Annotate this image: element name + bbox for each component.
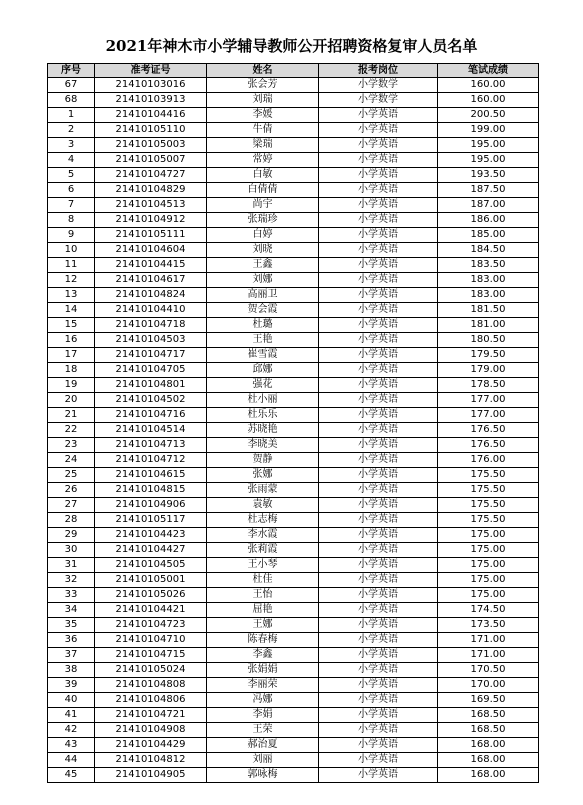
- cell-index: 6: [48, 183, 95, 198]
- cell-score: 170.50: [438, 663, 539, 678]
- cell-position: 小学英语: [319, 198, 438, 213]
- table-row: [48, 423, 539, 438]
- cell-exam-id: 21410103913: [95, 93, 207, 108]
- cell-score: 160.00: [438, 78, 539, 93]
- cell-exam-id: 21410104505: [95, 558, 207, 573]
- cell-name: 张瑞珍: [207, 213, 319, 228]
- table-row: [48, 108, 539, 123]
- cell-score: 180.50: [438, 333, 539, 348]
- cell-position: 小学英语: [319, 438, 438, 453]
- cell-index: 9: [48, 228, 95, 243]
- cell-position: 小学英语: [319, 573, 438, 588]
- cell-score: 173.50: [438, 618, 539, 633]
- table-row: [48, 483, 539, 498]
- table-row: [48, 723, 539, 738]
- cell-exam-id: 21410104912: [95, 213, 207, 228]
- cell-position: 小学英语: [319, 648, 438, 663]
- cell-score: 175.00: [438, 543, 539, 558]
- cell-index: 26: [48, 483, 95, 498]
- table-row: [48, 543, 539, 558]
- cell-exam-id: 21410104815: [95, 483, 207, 498]
- cell-name: 李鑫: [207, 648, 319, 663]
- cell-exam-id: 21410105117: [95, 513, 207, 528]
- cell-score: 184.50: [438, 243, 539, 258]
- cell-position: 小学英语: [319, 738, 438, 753]
- cell-position: 小学英语: [319, 123, 438, 138]
- table-row: [48, 213, 539, 228]
- column-header-exam-id: 准考证号: [95, 64, 207, 78]
- cell-name: 冯娜: [207, 693, 319, 708]
- cell-name: 郭咏梅: [207, 768, 319, 783]
- cell-exam-id: 21410105007: [95, 153, 207, 168]
- cell-index: 7: [48, 198, 95, 213]
- cell-position: 小学英语: [319, 348, 438, 363]
- cell-position: 小学英语: [319, 588, 438, 603]
- cell-position: 小学英语: [319, 258, 438, 273]
- cell-score: 195.00: [438, 153, 539, 168]
- cell-position: 小学英语: [319, 213, 438, 228]
- cell-position: 小学英语: [319, 753, 438, 768]
- cell-exam-id: 21410104710: [95, 633, 207, 648]
- cell-score: 193.50: [438, 168, 539, 183]
- cell-exam-id: 21410103016: [95, 78, 207, 93]
- cell-name: 杜佳: [207, 573, 319, 588]
- cell-score: 176.50: [438, 438, 539, 453]
- cell-name: 郝治夏: [207, 738, 319, 753]
- cell-score: 186.00: [438, 213, 539, 228]
- table-row: [48, 453, 539, 468]
- cell-exam-id: 21410104718: [95, 318, 207, 333]
- cell-index: 14: [48, 303, 95, 318]
- table-row: [48, 363, 539, 378]
- cell-exam-id: 21410104503: [95, 333, 207, 348]
- cell-score: 183.00: [438, 273, 539, 288]
- cell-exam-id: 21410104415: [95, 258, 207, 273]
- table-body: [48, 78, 539, 783]
- cell-name: 崔雪霞: [207, 348, 319, 363]
- cell-name: 王怡: [207, 588, 319, 603]
- cell-name: 刘娜: [207, 273, 319, 288]
- cell-index: 68: [48, 93, 95, 108]
- table-row: [48, 738, 539, 753]
- cell-name: 邱娜: [207, 363, 319, 378]
- table-header-row: [48, 64, 539, 78]
- table-row: [48, 123, 539, 138]
- cell-score: 176.50: [438, 423, 539, 438]
- cell-position: 小学英语: [319, 723, 438, 738]
- cell-score: 171.00: [438, 633, 539, 648]
- cell-name: 王艳: [207, 333, 319, 348]
- cell-index: 39: [48, 678, 95, 693]
- cell-score: 177.00: [438, 393, 539, 408]
- cell-score: 175.50: [438, 483, 539, 498]
- table-row: [48, 393, 539, 408]
- cell-score: 183.50: [438, 258, 539, 273]
- table-row: [48, 153, 539, 168]
- cell-score: 176.00: [438, 453, 539, 468]
- cell-index: 33: [48, 588, 95, 603]
- table-row: [48, 78, 539, 93]
- cell-score: 181.00: [438, 318, 539, 333]
- table-row: [48, 468, 539, 483]
- cell-exam-id: 21410104824: [95, 288, 207, 303]
- cell-index: 11: [48, 258, 95, 273]
- cell-name: 杜璐: [207, 318, 319, 333]
- cell-position: 小学英语: [319, 138, 438, 153]
- cell-exam-id: 21410104721: [95, 708, 207, 723]
- cell-name: 张娟娟: [207, 663, 319, 678]
- cell-exam-id: 21410105001: [95, 573, 207, 588]
- cell-score: 175.50: [438, 498, 539, 513]
- cell-exam-id: 21410104812: [95, 753, 207, 768]
- cell-exam-id: 21410104514: [95, 423, 207, 438]
- cell-exam-id: 21410105003: [95, 138, 207, 153]
- table-row: [48, 258, 539, 273]
- cell-position: 小学英语: [319, 603, 438, 618]
- table-row: [48, 288, 539, 303]
- cell-exam-id: 21410105111: [95, 228, 207, 243]
- table-row: [48, 708, 539, 723]
- cell-position: 小学英语: [319, 453, 438, 468]
- cell-index: 15: [48, 318, 95, 333]
- column-header-index: 序号: [48, 64, 95, 78]
- cell-index: 25: [48, 468, 95, 483]
- cell-position: 小学英语: [319, 708, 438, 723]
- cell-index: 43: [48, 738, 95, 753]
- cell-score: 199.00: [438, 123, 539, 138]
- cell-score: 160.00: [438, 93, 539, 108]
- cell-exam-id: 21410104421: [95, 603, 207, 618]
- cell-name: 白婷: [207, 228, 319, 243]
- cell-name: 白倩倩: [207, 183, 319, 198]
- cell-index: 5: [48, 168, 95, 183]
- cell-index: 20: [48, 393, 95, 408]
- cell-exam-id: 21410104713: [95, 438, 207, 453]
- cell-exam-id: 21410104829: [95, 183, 207, 198]
- cell-position: 小学英语: [319, 168, 438, 183]
- cell-exam-id: 21410105110: [95, 123, 207, 138]
- table-row: [48, 168, 539, 183]
- cell-index: 17: [48, 348, 95, 363]
- cell-index: 2: [48, 123, 95, 138]
- cell-index: 28: [48, 513, 95, 528]
- cell-name: 高丽卫: [207, 288, 319, 303]
- cell-exam-id: 21410104615: [95, 468, 207, 483]
- cell-score: 168.50: [438, 723, 539, 738]
- candidate-table: [47, 63, 539, 783]
- table-row: [48, 603, 539, 618]
- cell-index: 10: [48, 243, 95, 258]
- cell-name: 白敏: [207, 168, 319, 183]
- cell-name: 贺会霞: [207, 303, 319, 318]
- table-row: [48, 588, 539, 603]
- cell-score: 168.00: [438, 753, 539, 768]
- cell-position: 小学英语: [319, 393, 438, 408]
- cell-position: 小学英语: [319, 513, 438, 528]
- cell-position: 小学英语: [319, 498, 438, 513]
- table-row: [48, 138, 539, 153]
- cell-name: 李丽荣: [207, 678, 319, 693]
- cell-score: 168.00: [438, 738, 539, 753]
- table-row: [48, 438, 539, 453]
- cell-score: 177.00: [438, 408, 539, 423]
- cell-position: 小学英语: [319, 153, 438, 168]
- cell-index: 21: [48, 408, 95, 423]
- cell-score: 168.50: [438, 708, 539, 723]
- cell-position: 小学数学: [319, 93, 438, 108]
- cell-score: 181.50: [438, 303, 539, 318]
- cell-name: 袁敏: [207, 498, 319, 513]
- cell-index: 37: [48, 648, 95, 663]
- table-row: [48, 198, 539, 213]
- cell-index: 42: [48, 723, 95, 738]
- cell-name: 王娜: [207, 618, 319, 633]
- table-row: [48, 273, 539, 288]
- cell-exam-id: 21410104604: [95, 243, 207, 258]
- cell-position: 小学英语: [319, 768, 438, 783]
- cell-name: 王鑫: [207, 258, 319, 273]
- cell-score: 195.00: [438, 138, 539, 153]
- cell-position: 小学英语: [319, 378, 438, 393]
- cell-index: 35: [48, 618, 95, 633]
- cell-index: 16: [48, 333, 95, 348]
- cell-name: 尚宇: [207, 198, 319, 213]
- cell-name: 张雨蒙: [207, 483, 319, 498]
- cell-exam-id: 21410104723: [95, 618, 207, 633]
- table-row: [48, 678, 539, 693]
- cell-name: 梁瑞: [207, 138, 319, 153]
- cell-name: 杜乐乐: [207, 408, 319, 423]
- cell-exam-id: 21410104808: [95, 678, 207, 693]
- cell-index: 29: [48, 528, 95, 543]
- cell-exam-id: 21410104717: [95, 348, 207, 363]
- cell-name: 李水霞: [207, 528, 319, 543]
- cell-index: 19: [48, 378, 95, 393]
- table-row: [48, 528, 539, 543]
- cell-score: 171.00: [438, 648, 539, 663]
- cell-exam-id: 21410104502: [95, 393, 207, 408]
- table-row: [48, 303, 539, 318]
- cell-score: 187.50: [438, 183, 539, 198]
- cell-score: 179.00: [438, 363, 539, 378]
- cell-index: 18: [48, 363, 95, 378]
- cell-name: 杜志梅: [207, 513, 319, 528]
- cell-exam-id: 21410104427: [95, 543, 207, 558]
- cell-index: 22: [48, 423, 95, 438]
- cell-index: 12: [48, 273, 95, 288]
- cell-name: 李媛: [207, 108, 319, 123]
- cell-exam-id: 21410104416: [95, 108, 207, 123]
- cell-exam-id: 21410104905: [95, 768, 207, 783]
- cell-score: 169.50: [438, 693, 539, 708]
- column-header-score: 笔试成绩: [438, 64, 539, 78]
- cell-exam-id: 21410104727: [95, 168, 207, 183]
- table-row: [48, 768, 539, 783]
- cell-score: 200.50: [438, 108, 539, 123]
- page-title: 2021年神木市小学辅导教师公开招聘资格复审人员名单: [105, 37, 478, 55]
- table-row: [48, 333, 539, 348]
- column-header-name: 姓名: [207, 64, 319, 78]
- cell-index: 30: [48, 543, 95, 558]
- cell-position: 小学英语: [319, 303, 438, 318]
- cell-exam-id: 21410104908: [95, 723, 207, 738]
- cell-position: 小学英语: [319, 288, 438, 303]
- cell-index: 41: [48, 708, 95, 723]
- cell-name: 屈艳: [207, 603, 319, 618]
- cell-index: 24: [48, 453, 95, 468]
- cell-name: 贺静: [207, 453, 319, 468]
- cell-exam-id: 21410104423: [95, 528, 207, 543]
- cell-exam-id: 21410104705: [95, 363, 207, 378]
- cell-name: 张莉霞: [207, 543, 319, 558]
- table-row: [48, 348, 539, 363]
- table-row: [48, 243, 539, 258]
- cell-position: 小学英语: [319, 468, 438, 483]
- cell-score: 168.00: [438, 768, 539, 783]
- cell-position: 小学英语: [319, 228, 438, 243]
- cell-exam-id: 21410104410: [95, 303, 207, 318]
- cell-position: 小学英语: [319, 528, 438, 543]
- cell-name: 李晓美: [207, 438, 319, 453]
- cell-name: 张娜: [207, 468, 319, 483]
- cell-exam-id: 21410104429: [95, 738, 207, 753]
- cell-score: 175.00: [438, 588, 539, 603]
- table-row: [48, 228, 539, 243]
- cell-position: 小学英语: [319, 633, 438, 648]
- column-header-position: 报考岗位: [319, 64, 438, 78]
- cell-index: 31: [48, 558, 95, 573]
- table-row: [48, 93, 539, 108]
- cell-exam-id: 21410104617: [95, 273, 207, 288]
- cell-name: 刘晓: [207, 243, 319, 258]
- cell-exam-id: 21410105026: [95, 588, 207, 603]
- cell-position: 小学英语: [319, 618, 438, 633]
- cell-position: 小学英语: [319, 108, 438, 123]
- cell-exam-id: 21410104513: [95, 198, 207, 213]
- cell-position: 小学英语: [319, 408, 438, 423]
- table-row: [48, 558, 539, 573]
- table-row: [48, 663, 539, 678]
- cell-index: 13: [48, 288, 95, 303]
- table-row: [48, 498, 539, 513]
- cell-name: 陈春梅: [207, 633, 319, 648]
- table-row: [48, 513, 539, 528]
- cell-name: 王荣: [207, 723, 319, 738]
- cell-position: 小学英语: [319, 183, 438, 198]
- cell-position: 小学英语: [319, 363, 438, 378]
- cell-exam-id: 21410104712: [95, 453, 207, 468]
- cell-index: 3: [48, 138, 95, 153]
- cell-position: 小学数学: [319, 78, 438, 93]
- table-row: [48, 573, 539, 588]
- cell-score: 175.00: [438, 528, 539, 543]
- cell-index: 34: [48, 603, 95, 618]
- cell-score: 179.50: [438, 348, 539, 363]
- cell-position: 小学英语: [319, 333, 438, 348]
- cell-position: 小学英语: [319, 483, 438, 498]
- table-row: [48, 753, 539, 768]
- cell-exam-id: 21410104806: [95, 693, 207, 708]
- table-row: [48, 633, 539, 648]
- cell-name: 刘丽: [207, 753, 319, 768]
- cell-index: 67: [48, 78, 95, 93]
- cell-score: 175.00: [438, 573, 539, 588]
- cell-index: 1: [48, 108, 95, 123]
- cell-name: 常婷: [207, 153, 319, 168]
- cell-name: 杜小丽: [207, 393, 319, 408]
- table-row: [48, 183, 539, 198]
- cell-score: 178.50: [438, 378, 539, 393]
- cell-position: 小学英语: [319, 273, 438, 288]
- cell-name: 刘瑞: [207, 93, 319, 108]
- cell-position: 小学英语: [319, 678, 438, 693]
- cell-index: 38: [48, 663, 95, 678]
- cell-position: 小学英语: [319, 558, 438, 573]
- cell-name: 张会芳: [207, 78, 319, 93]
- cell-index: 44: [48, 753, 95, 768]
- cell-index: 45: [48, 768, 95, 783]
- cell-score: 183.00: [438, 288, 539, 303]
- cell-position: 小学英语: [319, 693, 438, 708]
- cell-score: 170.00: [438, 678, 539, 693]
- cell-index: 4: [48, 153, 95, 168]
- cell-name: 王小琴: [207, 558, 319, 573]
- cell-exam-id: 21410105024: [95, 663, 207, 678]
- cell-score: 174.50: [438, 603, 539, 618]
- cell-score: 187.00: [438, 198, 539, 213]
- cell-name: 苏晓艳: [207, 423, 319, 438]
- cell-exam-id: 21410104716: [95, 408, 207, 423]
- table-row: [48, 618, 539, 633]
- table-row: [48, 693, 539, 708]
- cell-position: 小学英语: [319, 663, 438, 678]
- cell-index: 23: [48, 438, 95, 453]
- cell-score: 185.00: [438, 228, 539, 243]
- cell-exam-id: 21410104906: [95, 498, 207, 513]
- cell-index: 8: [48, 213, 95, 228]
- cell-index: 36: [48, 633, 95, 648]
- table-row: [48, 648, 539, 663]
- cell-exam-id: 21410104715: [95, 648, 207, 663]
- cell-position: 小学英语: [319, 423, 438, 438]
- table-row: [48, 378, 539, 393]
- table-row: [48, 408, 539, 423]
- cell-score: 175.00: [438, 558, 539, 573]
- cell-name: 牛倩: [207, 123, 319, 138]
- cell-name: 强花: [207, 378, 319, 393]
- cell-position: 小学英语: [319, 243, 438, 258]
- cell-score: 175.50: [438, 513, 539, 528]
- cell-index: 27: [48, 498, 95, 513]
- cell-position: 小学英语: [319, 318, 438, 333]
- cell-index: 32: [48, 573, 95, 588]
- cell-position: 小学英语: [319, 543, 438, 558]
- table-row: [48, 318, 539, 333]
- cell-index: 40: [48, 693, 95, 708]
- cell-name: 李娟: [207, 708, 319, 723]
- cell-score: 175.50: [438, 468, 539, 483]
- cell-exam-id: 21410104801: [95, 378, 207, 393]
